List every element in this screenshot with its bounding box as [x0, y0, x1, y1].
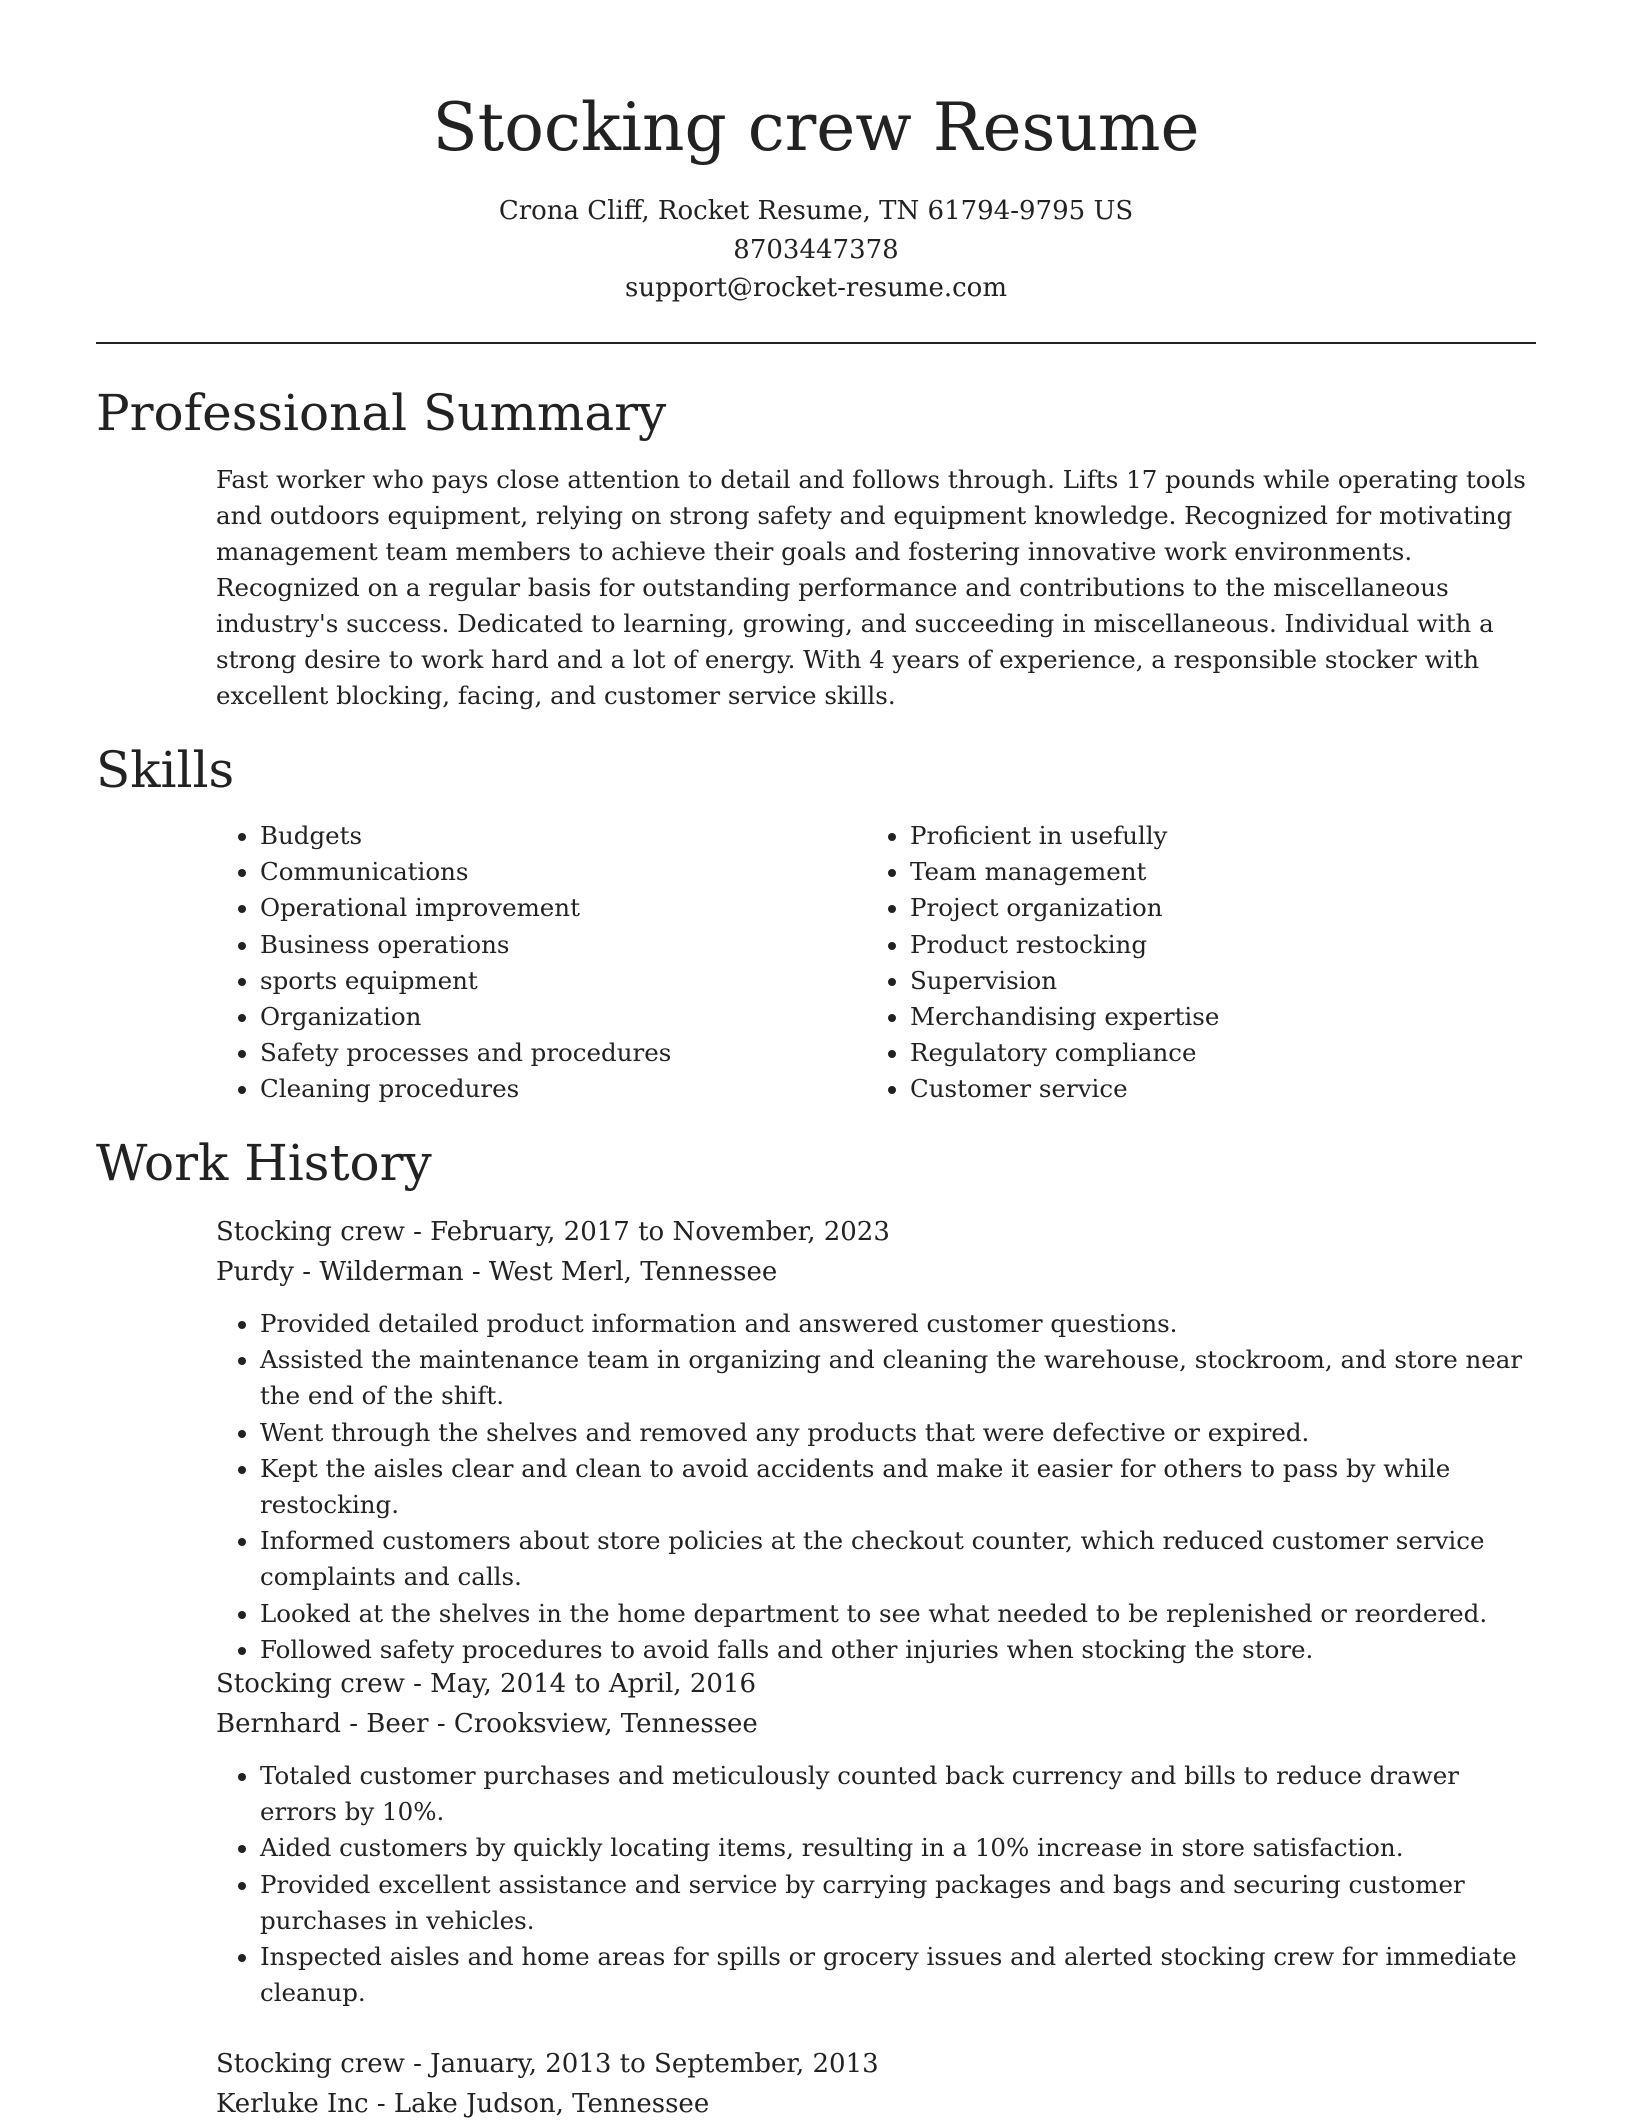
skill-item: • Communications [260, 854, 671, 890]
skills-column-right [866, 818, 1219, 1108]
skills-column-left [216, 818, 671, 1108]
skill-item: • Safety processes and procedures [260, 1035, 671, 1071]
skill-item: • Proficient in usefully [910, 818, 1219, 854]
job-entry [216, 2044, 1536, 2124]
job-bullet: • Kept the aisles clear and clean to avoid accidents and make it easier for others to pass by while restocking. [260, 1451, 1536, 1523]
job-company: Bernhard - Beer - Crooksview, Tennessee [216, 1709, 758, 1739]
work-history-heading: Work History [96, 1134, 432, 1192]
job-entry [216, 1212, 1536, 1668]
skill-item: • sports equipment [260, 963, 671, 999]
skill-item: • Supervision [910, 963, 1219, 999]
summary-heading: Professional Summary [96, 384, 667, 442]
job-bullet: • Totaled customer purchases and meticulously counted back currency and bills to reduce drawer errors by 10%. [260, 1758, 1536, 1830]
job-bullet: • Informed customers about store policies at the checkout counter, which reduced customer service complaints and calls. [260, 1523, 1536, 1595]
skill-item: • Customer service [910, 1071, 1219, 1107]
resume-header [0, 0, 1632, 308]
job-bullets [216, 1306, 1536, 1668]
contact-phone: 8703447378 [733, 234, 899, 265]
job-bullet: • Inspected aisles and home areas for spills or grocery issues and alerted stocking crew for immediate cleanup. [260, 1939, 1536, 2011]
resume-title: Stocking crew Resume [432, 89, 1200, 166]
job-bullet: • Assisted the maintenance team in organizing and cleaning the warehouse, stockroom, and store near the end of the shift. [260, 1342, 1536, 1414]
skill-item: • Budgets [260, 818, 671, 854]
job-bullet: • Went through the shelves and removed any products that were defective or expired. [260, 1415, 1536, 1451]
contact-address: Crona Cliff, Rocket Resume, TN 61794-9795 US [498, 196, 1134, 226]
job-bullet: • Looked at the shelves in the home department to see what needed to be replenished or reordered. [260, 1596, 1536, 1632]
skills-heading: Skills [96, 741, 235, 799]
job-bullet: • Aided customers by quickly locating items, resulting in a 10% increase in store satisfaction. [260, 1830, 1536, 1866]
skill-item: • Cleaning procedures [260, 1071, 671, 1107]
skill-item: • Product restocking [910, 927, 1219, 963]
header-divider [96, 342, 1536, 344]
skill-item: • Team management [910, 854, 1219, 890]
job-bullets [216, 1758, 1536, 2011]
job-bullet: • Followed safety procedures to avoid falls and other injuries when stocking the store. [260, 1632, 1536, 1668]
job-company: Kerluke Inc - Lake Judson, Tennessee [216, 2089, 710, 2119]
job-title: Stocking crew - May, 2014 to April, 2016 [216, 1669, 757, 1699]
job-bullet: • Provided detailed product information and answered customer questions. [260, 1306, 1536, 1342]
summary-text: Fast worker who pays close attention to detail and follows through. Lifts 17 pounds while operating tools and outdoors equipment, relying on strong safety and equipment knowledge. Recognized for motivating management team members to achieve their goals and fostering innovative work environments. Recognized on a regular basis for outstanding performance and contributions to the miscellaneous industry's success. Dedicated to learning, growing, and succeeding in miscellaneous. Individual with a strong desire to work hard and a lot of energy. With 4 years of experience, a responsible stocker with excellent blocking, facing, and customer service skills. [216, 465, 1526, 710]
skill-item: • Regulatory compliance [910, 1035, 1219, 1071]
job-bullet: • Provided excellent assistance and service by carrying packages and bags and securing customer purchases in vehicles. [260, 1867, 1536, 1939]
skill-item: • Business operations [260, 927, 671, 963]
job-company: Purdy - Wilderman - West Merl, Tennessee [216, 1257, 778, 1287]
job-title: Stocking crew - January, 2013 to September, 2013 [216, 2049, 879, 2079]
contact-email: support@rocket-resume.com [624, 273, 1007, 303]
skill-item: • Organization [260, 999, 671, 1035]
contact-block [0, 192, 1632, 308]
skill-item: • Project organization [910, 890, 1219, 926]
skill-item: • Operational improvement [260, 890, 671, 926]
job-entry [216, 1664, 1536, 2011]
job-title: Stocking crew - February, 2017 to November, 2023 [216, 1217, 890, 1247]
skill-item: • Merchandising expertise [910, 999, 1219, 1035]
